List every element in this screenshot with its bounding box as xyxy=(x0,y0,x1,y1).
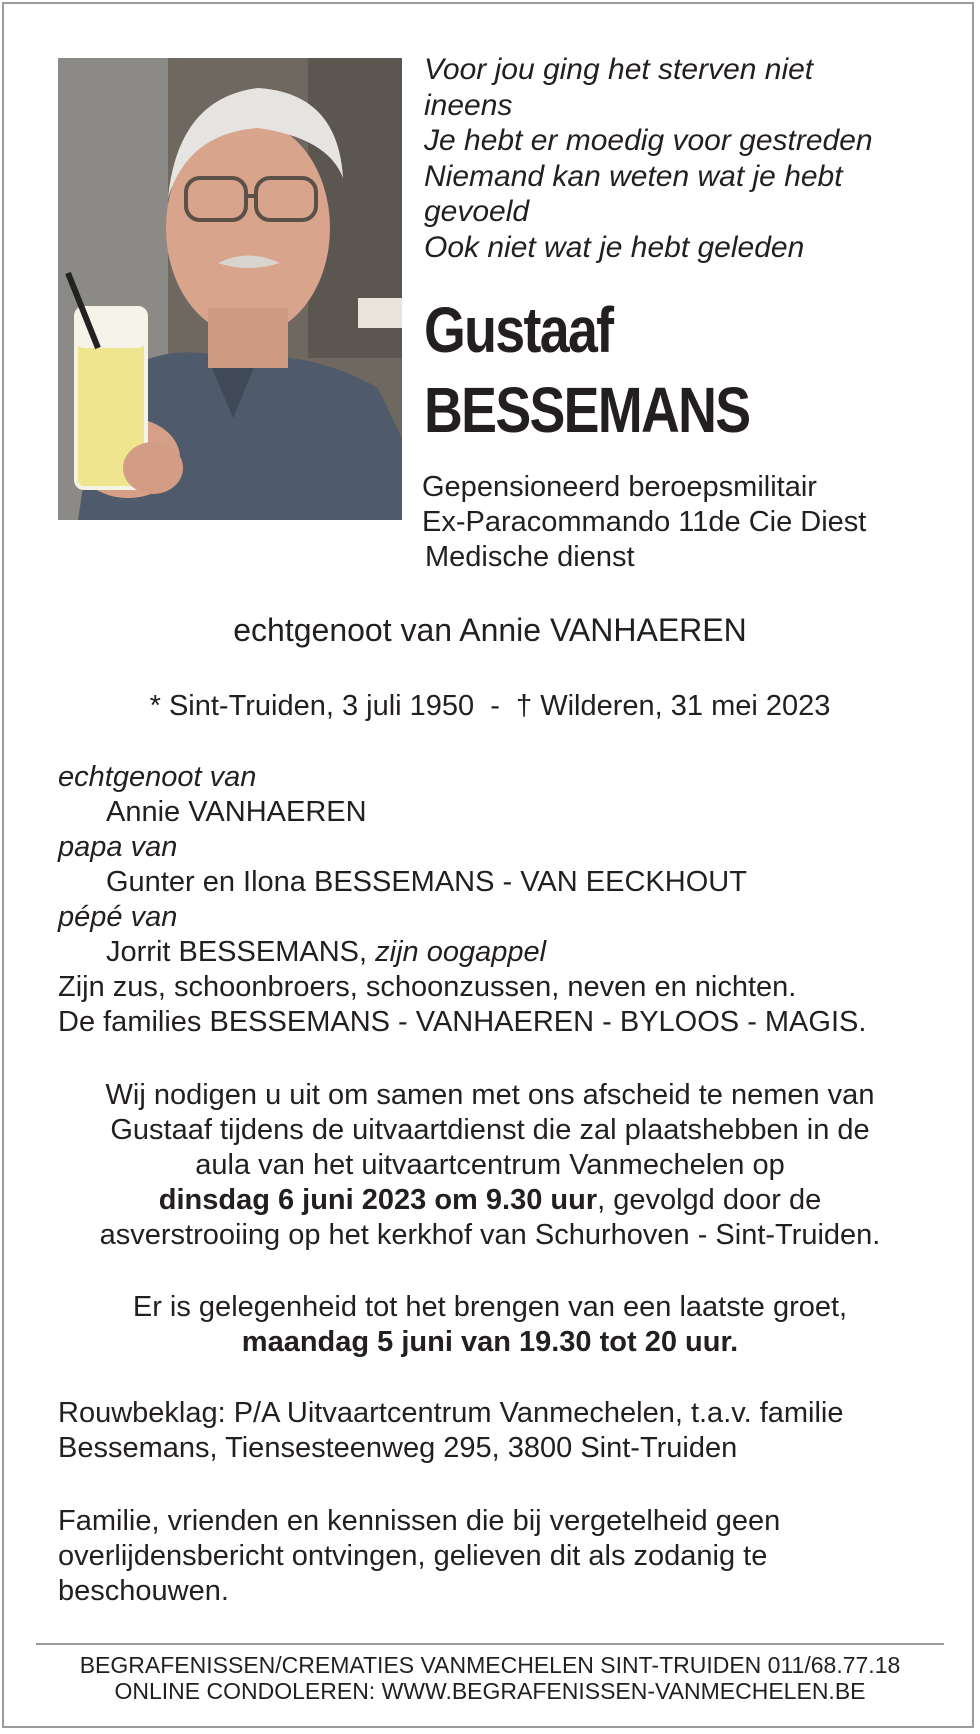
invitation-line-rest: , gevolgd door de xyxy=(597,1184,822,1216)
notice-line: beschouwen. xyxy=(58,1575,229,1607)
last-name: BESSEMANS xyxy=(424,374,750,446)
family-member xyxy=(58,935,958,970)
poem-line: Voor jou ging het sterven niet xyxy=(424,53,814,86)
invitation-line: Wij nodigen u uit om samen met ons afscheid te nemen van xyxy=(105,1079,875,1111)
families-line: De families BESSEMANS - VANHAEREN - BYLOOS - MAGIS. xyxy=(58,1006,867,1038)
funeral-invitation xyxy=(30,1078,950,1253)
footer xyxy=(0,1652,980,1704)
title-line: Medische dienst xyxy=(425,541,635,573)
invitation-line: Gustaaf tijdens de uitvaartdienst die zal plaatshebben in de xyxy=(110,1114,870,1146)
family-member: Gunter en Ilona BESSEMANS - VAN EECKHOUT xyxy=(106,866,747,898)
memorial-poem xyxy=(424,52,944,265)
visitation-info xyxy=(30,1290,950,1360)
poem-line: gevoeld xyxy=(424,195,530,228)
visitation-time xyxy=(30,1325,950,1360)
first-name: Gustaaf xyxy=(424,294,613,366)
invitation-line xyxy=(30,1183,950,1218)
role-label: echtgenoot van xyxy=(58,761,257,793)
spouse-line: echtgenoot van Annie VANHAEREN xyxy=(233,612,747,648)
birth-death-dates: * Sint-Truiden, 3 juli 1950 - † Wilderen, 31 mei 2023 xyxy=(149,690,831,722)
notice-line: overlijdensbericht ontvingen, gelieven dit als zodanig te xyxy=(58,1540,768,1572)
footer-divider xyxy=(36,1643,944,1645)
service-datetime: dinsdag 6 juni 2023 om 9.30 uur xyxy=(158,1184,598,1216)
notice-text xyxy=(58,1504,958,1609)
visitation-datetime: maandag 5 juni van 19.30 tot 20 uur. xyxy=(241,1326,739,1358)
condolence-address xyxy=(58,1396,958,1466)
family-list xyxy=(58,760,958,1040)
portrait-photo xyxy=(58,58,402,520)
family-member: Annie VANHAEREN xyxy=(106,796,367,828)
notice-line: Familie, vrienden en kennissen die bij vergetelheid geen xyxy=(58,1505,781,1537)
role-label: pépé van xyxy=(58,901,178,933)
poem-line: Je hebt er moedig voor gestreden xyxy=(424,124,873,157)
relatives-line: Zijn zus, schoonbroers, schoonzussen, neven en nichten. xyxy=(58,971,797,1003)
online-condolence-link[interactable]: ONLINE CONDOLEREN: WWW.BEGRAFENISSEN-VANMECHELEN.BE xyxy=(114,1678,866,1704)
visitation-line: Er is gelegenheid tot het brengen van een laatste groet, xyxy=(132,1291,848,1323)
funeral-home-line: BEGRAFENISSEN/CREMATIES VANMECHELEN SINT-TRUIDEN 011/68.77.18 xyxy=(79,1652,901,1678)
poem-line: Niemand kan weten wat je hebt xyxy=(424,159,843,193)
poem-line: Ook niet wat je hebt geleden xyxy=(424,230,805,264)
address-line: Bessemans, Tiensesteenweg 295, 3800 Sint-Truiden xyxy=(58,1432,738,1464)
invitation-line: asverstrooiing op het kerkhof van Schurhoven - Sint-Truiden. xyxy=(99,1219,881,1251)
grandchild-name: Jorrit BESSEMANS, xyxy=(106,936,368,968)
invitation-line: aula van het uitvaartcentrum Vanmechelen op xyxy=(195,1149,785,1181)
deceased-titles xyxy=(422,470,962,575)
deceased-name xyxy=(424,290,749,450)
title-line: Gepensioneerd beroepsmilitair xyxy=(422,471,817,503)
grandchild-note: zijn oogappel xyxy=(375,936,547,968)
role-label: papa van xyxy=(58,831,178,863)
address-line: Rouwbeklag: P/A Uitvaartcentrum Vanmechelen, t.a.v. familie xyxy=(58,1397,844,1429)
title-line: Ex-Paracommando 11de Cie Diest xyxy=(422,506,867,538)
poem-line: ineens xyxy=(424,88,513,122)
